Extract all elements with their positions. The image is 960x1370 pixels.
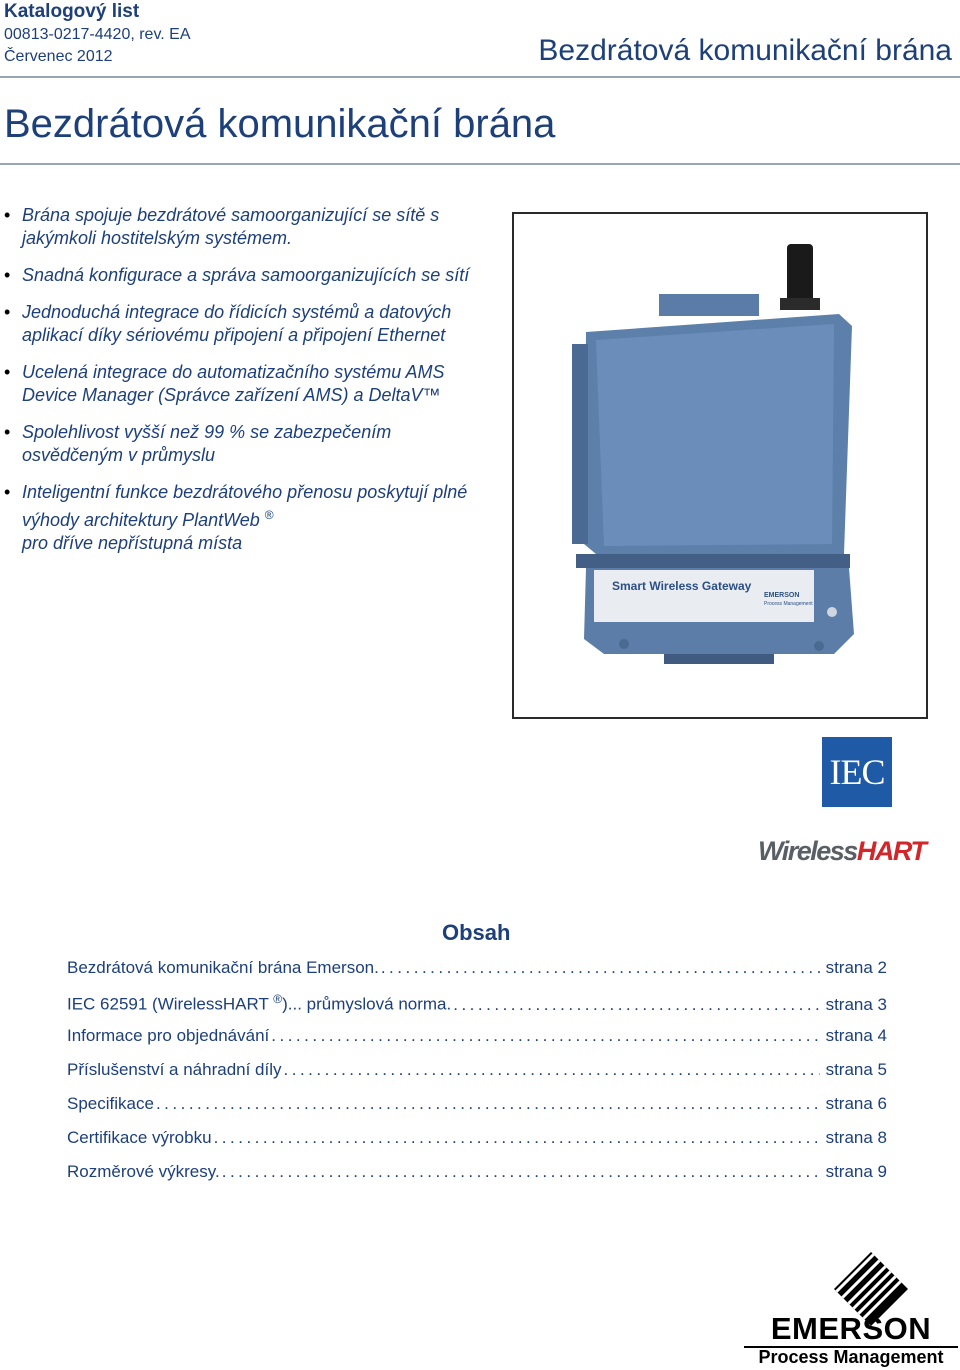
header-product-name: Bezdrátová komunikační brána (538, 34, 952, 67)
toc-entry[interactable] (67, 992, 887, 1026)
feature-item (0, 301, 470, 347)
toc-leader-dots (284, 1060, 820, 1080)
feature-item (0, 264, 470, 287)
toc-entry[interactable] (67, 958, 887, 992)
wirelesshart-logo-part1: Wireless (758, 836, 857, 866)
toc-entry-page: strana 2 (825, 958, 887, 977)
wirelesshart-logo-part2: HART (856, 836, 926, 866)
feature-text: Spolehlivost vyšší než 99 % se zabezpečením osvědčeným v průmyslu (22, 422, 392, 465)
gateway-label-text: Smart Wireless Gateway (612, 579, 752, 593)
toc-leader-dots (214, 1128, 820, 1148)
feature-item (0, 421, 470, 467)
product-image (512, 212, 928, 719)
iec-logo-text: IEC (829, 752, 885, 792)
header-divider (0, 76, 960, 78)
toc-entry-title: Příslušenství a náhradní díly (67, 1060, 282, 1079)
toc-entry[interactable] (67, 1060, 887, 1094)
toc-entry-title-end: )... průmyslová norma. (282, 994, 452, 1014)
toc-entry-title: Certifikace výrobku (67, 1128, 212, 1147)
title-divider (0, 163, 960, 165)
page-title: Bezdrátová komunikační brána (4, 102, 556, 146)
feature-text: Brána spojuje bezdrátové samoorganizující se sítě s jakýmkoli hostitelským systémem. (22, 205, 440, 248)
document-type: Katalogový list (4, 1, 140, 22)
toc-entry-page: strana 8 (825, 1128, 887, 1147)
toc-entry[interactable] (67, 1128, 887, 1162)
table-of-contents (67, 958, 887, 1196)
feature-text: Snadná konfigurace a správa samoorganizujících se sítí (22, 265, 470, 285)
wirelesshart-logo (758, 836, 925, 867)
toc-entry-title (67, 992, 451, 1015)
feature-item (0, 361, 470, 407)
iec-logo (822, 737, 892, 807)
toc-entry[interactable] (67, 1094, 887, 1128)
feature-item (0, 481, 470, 555)
toc-entry-title-start: IEC 62591 (WirelessHART (67, 994, 274, 1014)
toc-leader-dots (156, 1094, 820, 1114)
toc-leader-dots (381, 958, 820, 978)
toc-entry-title: Specifikace (67, 1094, 154, 1113)
document-date: Červenec 2012 (4, 48, 113, 65)
toc-entry-page: strana 4 (825, 1026, 887, 1045)
feature-text: Ucelená integrace do automatizačního systému AMS Device Manager (Správce zařízení AMS) a DeltaV™ (22, 362, 445, 405)
toc-entry-title: Informace pro objednávání (67, 1026, 270, 1045)
gateway-label-brand-sub: Process Management (764, 601, 813, 607)
registered-mark: ® (264, 508, 274, 522)
toc-entry[interactable] (67, 1162, 887, 1196)
feature-text-tail: pro dříve nepřístupná místa (22, 533, 243, 553)
emerson-subtitle: Process Management (758, 1347, 944, 1367)
registered-mark: ® (273, 992, 283, 1006)
feature-list (0, 204, 470, 569)
toc-entry-page: strana 5 (825, 1060, 887, 1079)
toc-heading: Obsah (442, 920, 511, 945)
feature-item (0, 204, 470, 250)
gateway-illustration (514, 214, 926, 717)
toc-entry[interactable] (67, 1026, 887, 1060)
emerson-logo (744, 1250, 958, 1368)
toc-entry-page: strana 9 (825, 1162, 887, 1181)
toc-leader-dots (453, 995, 819, 1015)
toc-leader-dots (222, 1162, 820, 1182)
document-number: 00813-0217-4420, rev. EA (4, 26, 191, 43)
toc-entry-page: strana 6 (825, 1094, 887, 1113)
toc-leader-dots (271, 1026, 819, 1046)
emerson-wordmark: EMERSON (770, 1311, 932, 1346)
gateway-label-brand: EMERSON (764, 592, 800, 599)
toc-entry-title: Rozměrové výkresy. (67, 1162, 220, 1181)
feature-text: Jednoduchá integrace do řídicích systémů a datových aplikací díky sériovému připojení a připojení Ethernet (22, 302, 452, 345)
toc-entry-title: Bezdrátová komunikační brána Emerson. (67, 958, 379, 977)
feature-text: Inteligentní funkce bezdrátového přenosu poskytují plné výhody architektury PlantWeb (22, 482, 468, 530)
toc-entry-page: strana 3 (825, 994, 887, 1014)
